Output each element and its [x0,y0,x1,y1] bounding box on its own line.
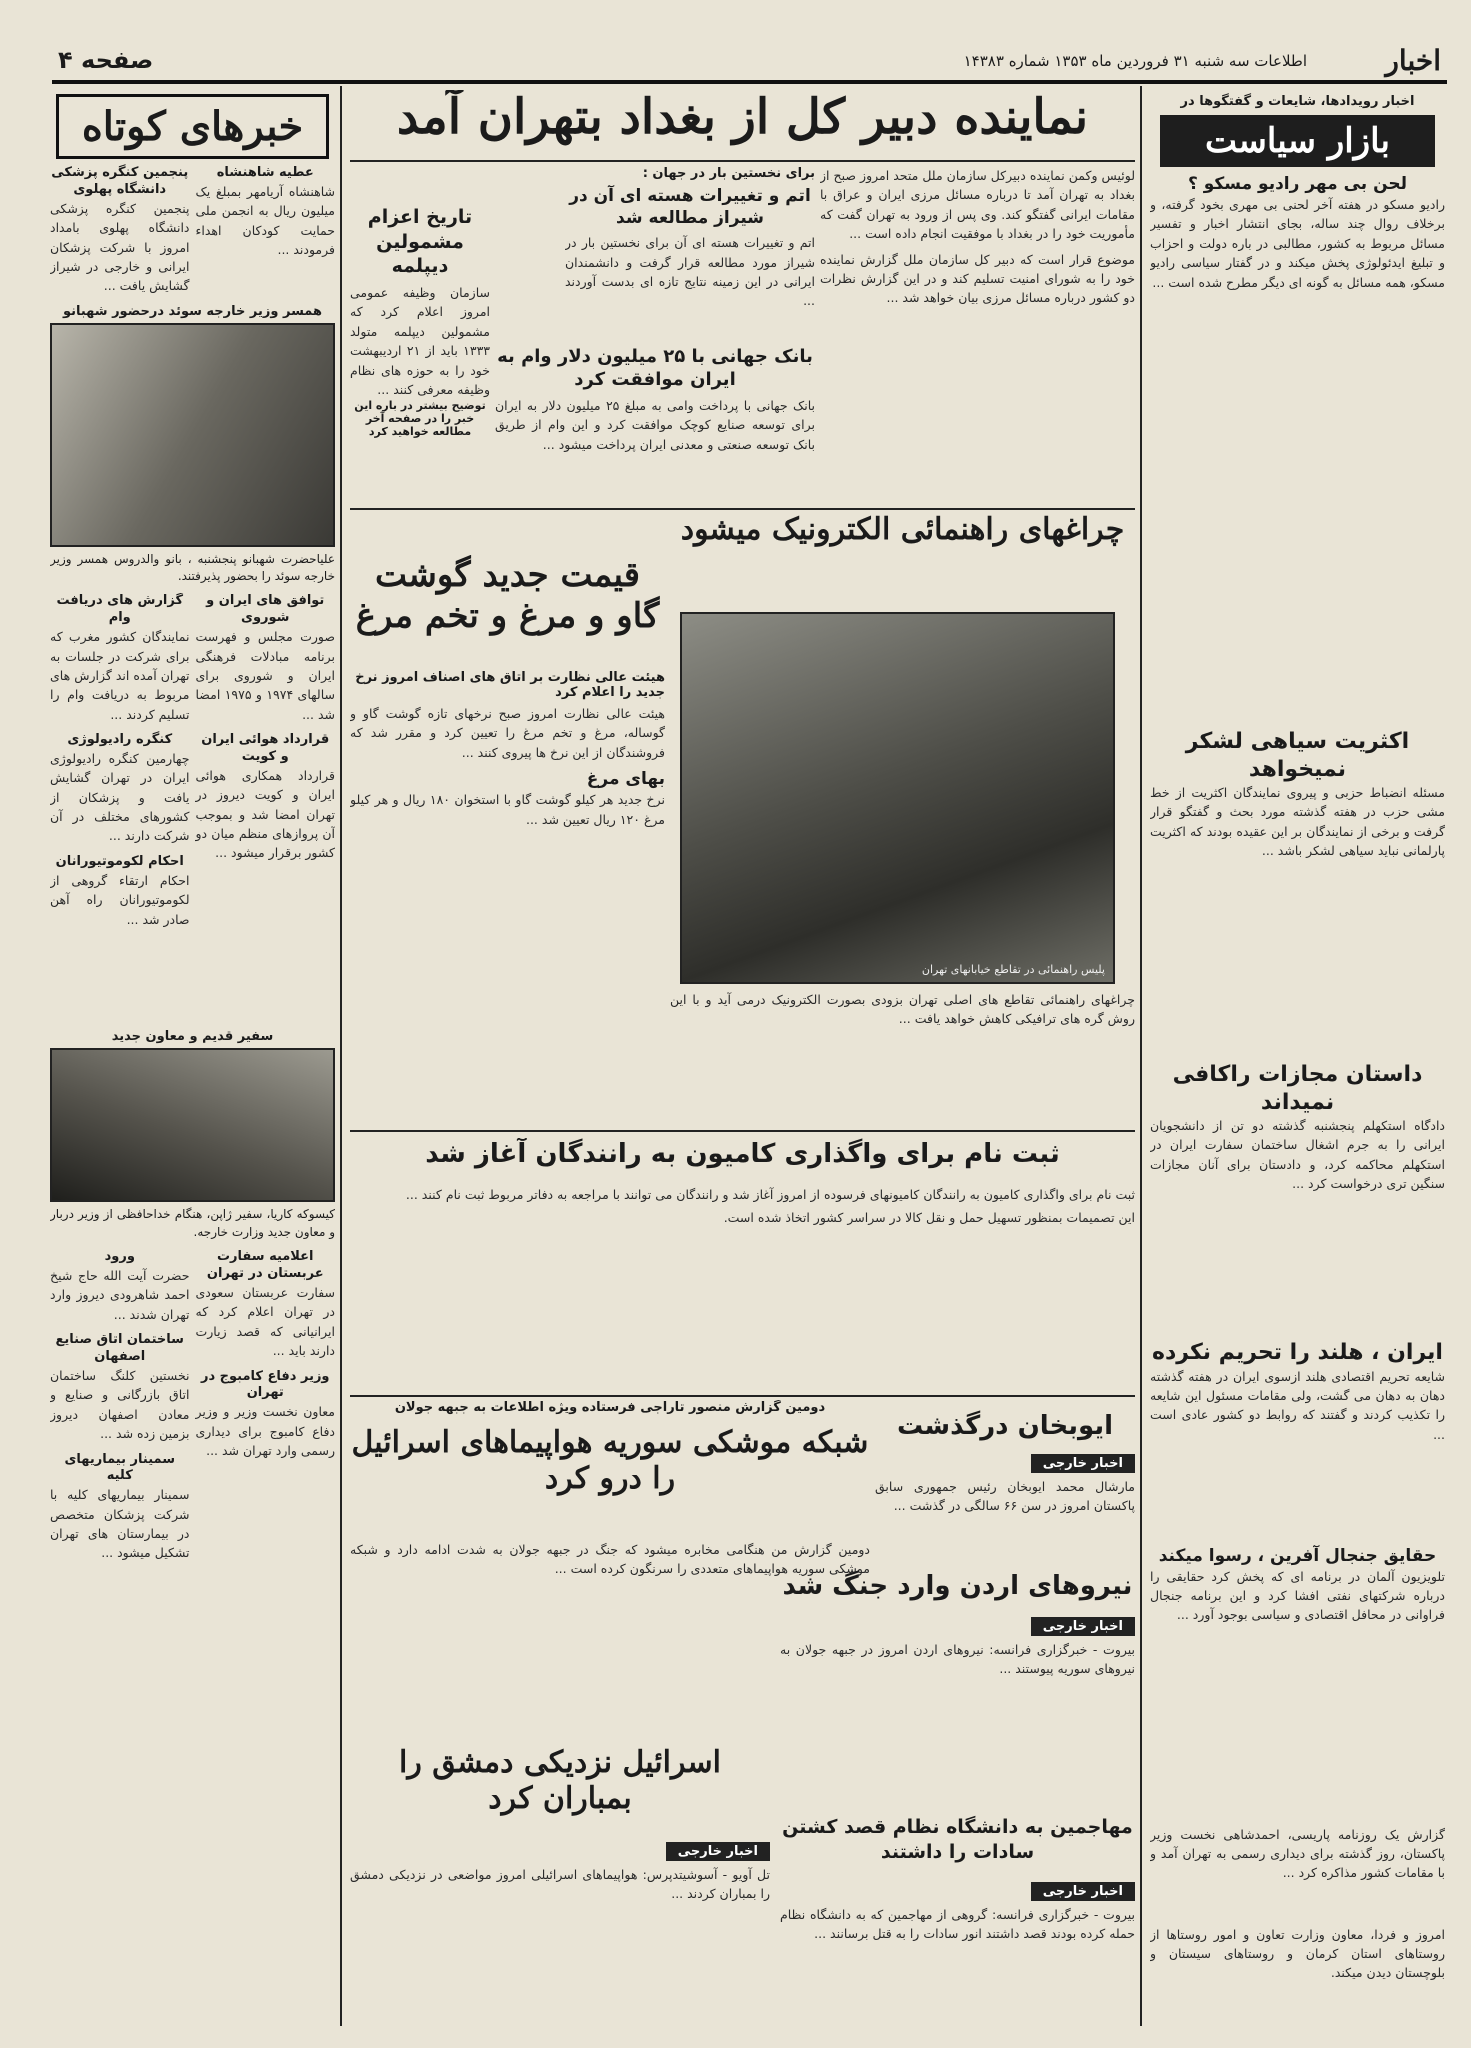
ayub-article [875,1452,1135,1562]
list-item [196,593,336,1023]
list-item [50,1249,190,1669]
lights-headline: چراغهای راهنمائی الکترونیک میشود [680,512,1125,547]
short-item-head: توافق های ایران و شوروی [206,593,325,626]
headline-punishment: داستان مجازات راکافی نمیداند [1172,1062,1423,1115]
trucks-headline: ثبت نام برای واگذاری کامیون به رانندگان آغاز شد [425,1139,1060,1169]
bank-article [495,345,815,505]
jordan-article [780,1615,1135,1805]
migrants-text: بیروت - خبرگزاری فرانسه: گروهی از مهاجمین که به دانشگاه نظام حمله کرده بودند قصد داشتند انور سادات را به قتل برسانند ... [780,1907,1135,1942]
migrants-article [780,1880,1135,2025]
short-item-text: نمایندگان کشور مغرب که برای شرکت در جلسات به تهران آمده اند گزارش های مربوط به دریافت وام را تسلیم کردند ... [50,629,190,722]
politics-title: بازار سیاست [1160,115,1435,167]
photo2-caption: سفیر قدیم و معاون جدید [111,1029,274,1045]
headline-holland: ایران ، هلند را تحریم نکرده [1152,1340,1443,1366]
short-item-text: سمینار بیماریهای کلیه با شرکت پزشکان متخصص در بیمارستان های تهران تشکیل میشود ... [50,1487,190,1561]
photo1-note: علیاحضرت شهبانو پنجشنبه ، بانو والدروس همسر وزیر خارجه سوئد را بحضور پذیرفتند. [50,551,335,584]
text-moscow: رادیو مسکو در هفته آخر لحنی بی مهری بخود گرفته، و برخلاف روال چند ساله، بجای انتشار اخبار و تفسیر مسائل مربوط به کشور، مطالبی در باره دولت و احزاب و تبلیغ ایدئولوژی پخش میکند و در گفتار سیاسی رادیو مسکو، همه مسائل به گونه ای دیگر مطرح شده است ... [1150,197,1445,290]
syria-text: دومین گزارش من هنگامی مخابره میشود که جنگ در جبهه جولان به شدت ادامه دارد و شبکه موشکی سوریه هواپیماهای متعددی را سرنگون کرده است ... [350,1542,870,1577]
short-item-head: پنجمین کنگره پزشکی دانشگاه پهلوی [51,165,189,197]
short-item-text: چهارمین کنگره رادیولوژی ایران در تهران گشایش یافت و پزشکان از کشورهای مختلف در آن شرکت دارند ... [50,750,190,844]
short-news-column [50,90,335,2025]
lead-headline: نماینده دبیر کل از بغداد بتهران آمد [396,90,1089,145]
syria-headline: شبکه موشکی سوریه هواپیماهای اسرائیل را درو کرد [351,1425,869,1496]
short-item-text: قرارداد همکاری هوائی ایران و کویت دیروز در تهران امضا شد و بموجب آن پروازهای منظم میان دو کشور برقرار میشود ... [195,767,335,861]
meat-text-2: نرخ جدید هر کیلو گوشت گاو با استخوان ۱۸۰ ریال و هر کیلو مرغ ۱۲۰ ریال تعیین شد ... [350,792,665,827]
text-villages: امروز و فردا، معاون وزارت تعاون و امور روستاها از روستاهای استان کرمان و روستاهای سیستان و بلوچستان دیدن میکند. [1150,1926,1445,1981]
politics-column [1150,90,1445,2025]
lights-text: چراغهای راهنمائی تقاطع های اصلی تهران بزودی بصورت الکترونیک درمی آید و با این روش گره های ترافیکی کاهش خواهد یافت ... [670,992,1135,1027]
atom-headline: اتم و تغییرات هسته ای آن در شیراز مطالعه شد [569,186,811,229]
list-item [50,165,190,296]
damascus-article [350,1840,770,2025]
text-holland: شایعه تحریم اقتصادی هلند ازسوی ایران در هفته گذشته دهان به دهان می گشت، ولی مقامات مسئول این شایعه را تکذیب کردند و گفتند که روابط دو کشور عادی است ... [1150,1368,1445,1442]
diploma-headline: تاریخ اعزام مشمولین دیپلمه [367,206,473,278]
photo-ambassador [50,1048,335,1202]
atom-kicker: برای نخستین بار در جهان : [642,166,815,181]
migrants-tag: اخبار خارجی [1031,1882,1135,1901]
page-header [52,42,1447,84]
short-item-text: حضرت آیت الله حاج شیخ احمد شاهرودی دیروز وارد تهران شدند ... [50,1268,190,1322]
meat-headline: قیمت جدید گوشت گاو و مرغ و تخم مرغ [355,555,660,636]
diploma-more: توضیح بیشتر در باره این خبر را در صفحه آخر مطالعه خواهید کرد [354,399,486,439]
damascus-headline: اسرائیل نزدیکی دمشق را بمباران کرد [398,1745,722,1816]
rule [350,1395,1135,1397]
short-item-head: احکام لکوموتیورانان [55,853,184,869]
traffic-photo-caption: پلیس راهنمائی در تقاطع خیابانهای تهران [921,963,1105,976]
text-truths: تلویزیون آلمان در برنامه ای که پخش کرد حقایقی را درباره شرکتهای نفتی افشا کرد و این برنامه جنجال فراوانی در محافل اقتصادی و سیاسی بوجود آورد ... [1150,1568,1445,1623]
headline-majority: اکثریت سیاهی لشکر نمیخواهد [1185,729,1410,782]
photo1-caption: همسر وزیر خارجه سوئد درحضور شهبانو [62,303,323,319]
diploma-article [350,205,490,505]
traffic-photo [680,612,1115,984]
short-news-row [50,593,335,1023]
jordan-tag: اخبار خارجی [1031,1617,1135,1636]
brand-label: اخبار [1385,44,1441,77]
short-item-text: معاون نخست وزیر و وزیر دفاع کامبوج برای دیداری رسمی وارد تهران شد ... [195,1404,335,1459]
short-item-text: شاهنشاه آریامهر بمبلغ یک میلیون ریال به انجمن ملی حمایت کودکان اهداء فرمودند ... [195,183,335,258]
ayub-tag: اخبار خارجی [1031,1454,1135,1473]
meat-subhead: هیئت عالی نظارت بر اتاق های اصناف امروز نرخ جدید را اعلام کرد [355,670,665,700]
trucks-text-1: ثبت نام برای واگذاری کامیون به رانندگان کامیونهای فرسوده از امروز آغاز شد و رانندگان می توانند با مراجعه به دفاتر مربوط ثبت نام کنند ... [405,1187,1135,1202]
text-punishment: دادگاه استکهلم پنجشنبه گذشته دو تن از دانشجویان ایرانی را به جرم اشغال ساختمان سفارت ایران در استکهلم محاکمه کرد، و دادستان برای آنان مجازات سنگین تری درخواست کرد ... [1150,1118,1445,1192]
short-news-title: خبرهای کوتاه [56,94,329,159]
short-item-text: نخستین کلنگ ساختمان اتاق بازرگانی و صنایع و معادن اصفهان دیروز بزمین زده شد ... [50,1368,190,1442]
lead-text-1: لوئیس وکمن نماینده دبیرکل سازمان ملل متحد امروز صبح از بغداد به تهران آمد تا درباره مسائل مرزی ایران و عراق با مقامات ایرانی گفتگو کند. وی پس از ورود به تهران گفت که مأموریت خود را در بغداد با موفقیت انجام داده است ... [820,168,1135,242]
headline-truths: حقایق جنجال آفرین ، رسوا میکند [1158,1545,1437,1566]
meat-article [350,670,665,1145]
short-item-text: سفارت عربستان سعودی در تهران اعلام کرد که ایرانیانی که قصد زیارت دارند باید ... [195,1285,335,1359]
damascus-tag: اخبار خارجی [666,1842,770,1861]
short-item-head: قرارداد هوائی ایران و کویت [201,732,330,764]
column-rule [1140,86,1142,2026]
short-item-head: اعلامیه سفارت عربستان در تهران [206,1249,324,1282]
short-item-text: پنجمین کنگره پزشکی دانشگاه پهلوی بامداد امروز با شرکت پزشکان ایرانی و خارجی در شیراز گشایش یافت ... [50,200,190,294]
damascus-text: تل آویو - آسوشیتدپرس: هواپیماهای اسرائیلی امروز مواضعی در نزدیکی دمشق را بمباران کردند ... [350,1867,770,1902]
photo2-note: کیسوکه کاریا، سفیر ژاپن، هنگام خداحافظی از وزیر دربار و معاون جدید وزارت خارجه. [50,1207,335,1239]
column-rule [340,86,342,2026]
short-item-text: صورت مجلس و فهرست برنامه مبادلات فرهنگی ایران و شوروی برای سالهای ۱۹۷۴ و ۱۹۷۵ امضا شد ... [195,629,335,722]
photo-empress [50,323,335,547]
short-news-row [50,1249,335,1669]
meat-bird-head: بهای مرغ [586,769,665,790]
short-item-head: عطیه شاهنشاه [216,165,314,180]
bank-text: بانک جهانی با پرداخت وامی به مبلغ ۲۵ میلیون دلار به ایران برای توسعه صنایع کوچک موافقت کرد و این وام از طریق بانک توسعه صنعتی و معدنی ایران پرداخت میشود ... [495,397,815,452]
lead-article [820,166,1135,501]
lead-text-2: موضوع قرار است که دبیر کل سازمان ملل گزارش نماینده خود را به شورای امنیت تسلیم کند و در این گزارش نظرات دو کشور درباره مسائل مرزی بیان خواهد شد ... [820,251,1135,306]
rule [350,1130,1135,1132]
jordan-text: بیروت - خبرگزاری فرانسه: نیروهای اردن امروز در جبهه جولان به نیروهای سوریه پیوستند ... [780,1642,1135,1677]
bank-headline: بانک جهانی با ۲۵ میلیون دلار وام به ایران موافقت کرد [497,346,813,391]
trucks-text-2: این تصمیمات بمنظور تسهیل حمل و نقل کالا در سراسر کشور اتخاذ شده است. [723,1210,1135,1226]
atom-article [565,166,815,341]
trucks-article [350,1185,1135,1385]
date-line: اطلاعات سه شنبه ۳۱ فروردین ماه ۱۳۵۳ شماره ۱۴۳۸۳ [963,52,1307,70]
atom-text: اتم و تغییرات هسته ای آن برای نخستین بار در شیراز مورد مطالعه قرار گرفت و دانشمندان ایرانی در این زمینه نتایج تازه ای بدست آوردند ... [565,235,815,309]
list-item [196,165,336,296]
short-news-row [50,165,335,296]
diploma-text: سازمان وظیفه عمومی امروز اعلام کرد که مشمولین دیپلمه متولد ۱۳۳۳ باید از ۲۱ اردیبهشت خود را به حوزه های نظام وظیفه معرفی کنند ... [350,285,490,397]
short-item-head: سمینار بیماریهای کلیه [64,1451,176,1484]
syria-kicker: دومین گزارش منصور تاراجی فرستاده ویژه اطلاعات به جبهه جولان [394,1400,826,1415]
short-item-head: ورود [104,1249,135,1265]
short-item-head: وزیر دفاع کامبوج در تهران [200,1368,330,1401]
text-pakistan: گزارش یک روزنامه پاریسی، احمدشاهی نخست وزیر پاکستان، روز گذشته برای دیداری رسمی به تهران آمد و با مقامات کشور مذاکره کرد ... [1150,1826,1445,1881]
rule [350,160,1135,162]
jordan-headline: نیروهای اردن وارد جنگ شد [782,1571,1133,1601]
short-item-head: کنگره رادیولوژی [67,732,173,748]
ayub-headline: ایوبخان درگذشت [896,1411,1114,1441]
list-item [50,593,190,1023]
headline-moscow: لحن بی مهر رادیو مسکو ؟ [1187,174,1408,194]
migrants-headline: مهاجمین به دانشگاه نظام قصد کشتن سادات را داشتند [782,1816,1133,1863]
rule [350,508,1135,510]
meat-text-1: هیئت عالی نظارت امروز صبح نرخهای تازه گوشت گاو و گوساله، مرغ و تخم مرغ را تعیین کرد و مقرر شد که فروشندگان از این نرخ ها پیروی کنند ... [350,706,665,760]
page-number: صفحه ۴ [58,46,154,74]
short-item-text: احکام ارتقاء گروهی از لکوموتیورانان راه آهن صادر شد ... [50,872,190,927]
short-item-head: گزارش های دریافت وام [56,593,184,626]
politics-kicker: اخبار رویدادها، شایعات و گفتگوها در [1180,94,1415,109]
short-item-head: ساختمان اتاق صنایع اصفهان [55,1332,184,1365]
text-majority: مسئله انضباط حزبی و پیروی نمایندگان اکثریت از خط مشی حزب در هفته گذشته مورد بحث و گفتگو قرار گرفت و برخی از نمایندگان بر این عقیده بودند که اکثریت پارلمانی نباید سیاهی لشکر باشد ... [1150,785,1445,859]
list-item [196,1249,336,1669]
ayub-text: مارشال محمد ایوبخان رئیس جمهوری سابق پاکستان امروز در سن ۶۶ سالگی در گذشت ... [875,1479,1135,1514]
